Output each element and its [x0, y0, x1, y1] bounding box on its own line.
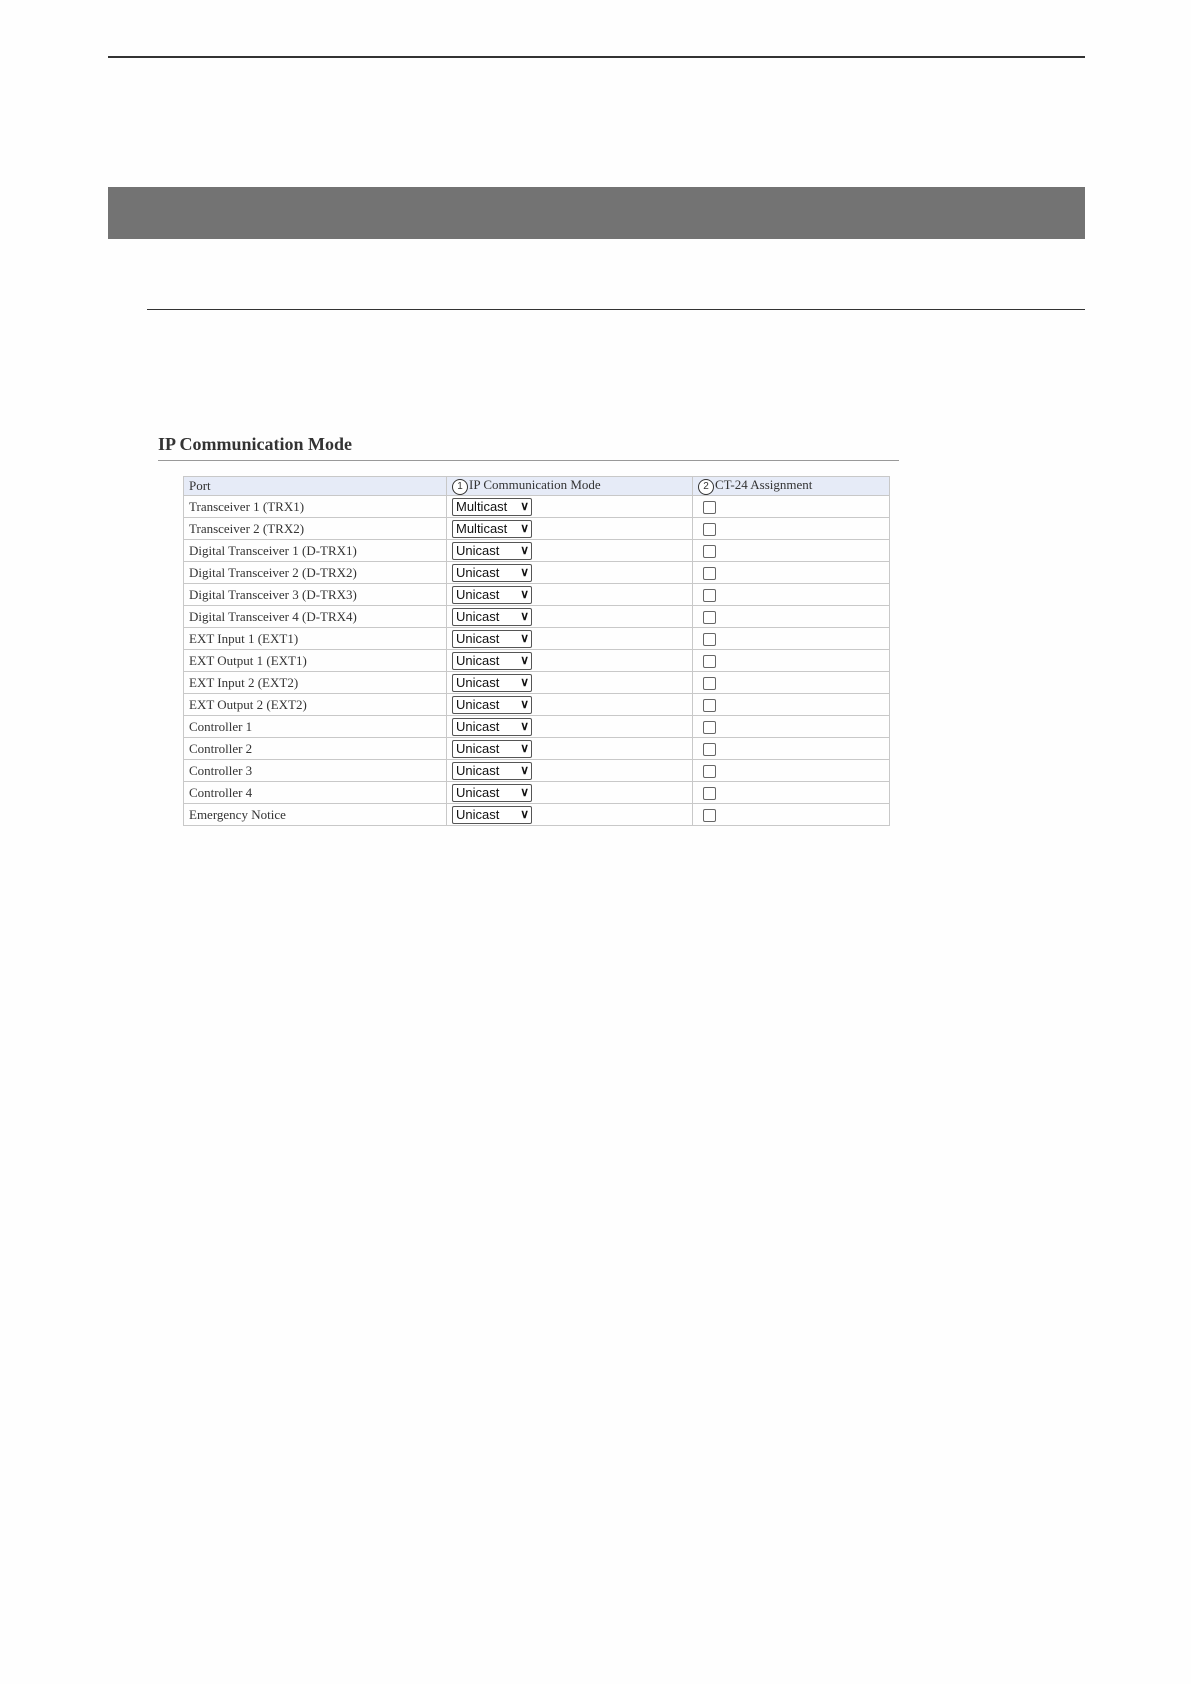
ip-mode-select[interactable]: [452, 630, 532, 648]
ct24-assignment-cell: [693, 540, 890, 562]
ct24-assignment-checkbox[interactable]: [703, 501, 716, 514]
chevron-down-icon: ∨: [520, 784, 529, 799]
ip-mode-cell: [447, 496, 693, 518]
ct24-assignment-cell: [693, 628, 890, 650]
port-name-cell: Transceiver 1 (TRX1): [184, 496, 447, 518]
table-row: [184, 584, 890, 606]
column-header-ct24-assignment: [693, 477, 890, 496]
ct24-assignment-cell: [693, 672, 890, 694]
ip-mode-select[interactable]: [452, 608, 532, 626]
table-row: [184, 804, 890, 826]
chevron-down-icon: ∨: [520, 762, 529, 777]
ct24-assignment-checkbox[interactable]: [703, 633, 716, 646]
ct24-assignment-cell: [693, 584, 890, 606]
ip-mode-select-value: Unicast: [456, 564, 500, 580]
section-divider: [147, 309, 1085, 310]
chevron-down-icon: ∨: [520, 674, 529, 689]
table-row: [184, 628, 890, 650]
ct24-assignment-cell: [693, 496, 890, 518]
ct24-assignment-cell: [693, 782, 890, 804]
table-row: [184, 672, 890, 694]
ip-mode-cell: [447, 804, 693, 826]
table-row: [184, 782, 890, 804]
chevron-down-icon: ∨: [520, 586, 529, 601]
port-name-cell: Controller 1: [184, 716, 447, 738]
port-name-cell: Digital Transceiver 2 (D-TRX2): [184, 562, 447, 584]
ip-mode-cell: [447, 628, 693, 650]
port-name-cell: Emergency Notice: [184, 804, 447, 826]
ip-mode-cell: [447, 738, 693, 760]
ip-mode-select-value: Unicast: [456, 674, 500, 690]
ip-mode-select-value: Unicast: [456, 608, 500, 624]
chevron-down-icon: ∨: [520, 498, 529, 513]
ip-mode-select[interactable]: [452, 498, 532, 516]
port-name-cell: Digital Transceiver 4 (D-TRX4): [184, 606, 447, 628]
section-header-bar: [108, 187, 1085, 239]
chevron-down-icon: ∨: [520, 740, 529, 755]
port-name-cell: Controller 2: [184, 738, 447, 760]
ct24-assignment-checkbox[interactable]: [703, 743, 716, 756]
ip-mode-select[interactable]: [452, 564, 532, 582]
table-row: [184, 540, 890, 562]
ip-mode-select-value: Unicast: [456, 740, 500, 756]
panel-title-underline: [158, 460, 899, 461]
ct24-assignment-checkbox[interactable]: [703, 655, 716, 668]
ip-mode-select[interactable]: [452, 652, 532, 670]
port-name-cell: Controller 3: [184, 760, 447, 782]
ip-mode-select-value: Unicast: [456, 586, 500, 602]
port-name-cell: Digital Transceiver 3 (D-TRX3): [184, 584, 447, 606]
chevron-down-icon: ∨: [520, 806, 529, 821]
ct24-assignment-checkbox[interactable]: [703, 611, 716, 624]
ip-mode-cell: [447, 694, 693, 716]
ct24-assignment-cell: [693, 694, 890, 716]
table-row: [184, 716, 890, 738]
column-header-ct24-assignment-label: CT-24 Assignment: [715, 477, 813, 493]
port-name-cell: Controller 4: [184, 782, 447, 804]
ct24-assignment-cell: [693, 738, 890, 760]
ip-mode-cell: [447, 518, 693, 540]
ct24-assignment-checkbox[interactable]: [703, 721, 716, 734]
ct24-assignment-checkbox[interactable]: [703, 765, 716, 778]
ip-mode-select[interactable]: [452, 520, 532, 538]
ip-mode-cell: [447, 650, 693, 672]
ct24-assignment-cell: [693, 760, 890, 782]
port-name-cell: Digital Transceiver 1 (D-TRX1): [184, 540, 447, 562]
ip-mode-cell: [447, 760, 693, 782]
chevron-down-icon: ∨: [520, 696, 529, 711]
ip-mode-cell: [447, 584, 693, 606]
table-row: [184, 738, 890, 760]
table-row: [184, 496, 890, 518]
ip-mode-select-value: Unicast: [456, 630, 500, 646]
port-name-cell: EXT Input 2 (EXT2): [184, 672, 447, 694]
column-header-ip-mode: [447, 477, 693, 496]
ip-mode-select-value: Unicast: [456, 806, 500, 822]
ct24-assignment-checkbox[interactable]: [703, 589, 716, 602]
ip-mode-cell: [447, 562, 693, 584]
ip-mode-select[interactable]: [452, 806, 532, 824]
port-name-cell: EXT Output 2 (EXT2): [184, 694, 447, 716]
chevron-down-icon: ∨: [520, 520, 529, 535]
chevron-down-icon: ∨: [520, 718, 529, 733]
ct24-assignment-cell: [693, 804, 890, 826]
ip-mode-select[interactable]: [452, 696, 532, 714]
ct24-assignment-cell: [693, 716, 890, 738]
table-row: [184, 562, 890, 584]
ip-mode-select-value: Unicast: [456, 718, 500, 734]
port-name-cell: Transceiver 2 (TRX2): [184, 518, 447, 540]
ct24-assignment-checkbox[interactable]: [703, 523, 716, 536]
table-header-row: [184, 477, 890, 496]
ct24-assignment-checkbox[interactable]: [703, 545, 716, 558]
column-header-port: Port: [184, 477, 447, 496]
ip-mode-select[interactable]: [452, 542, 532, 560]
ct24-assignment-checkbox[interactable]: [703, 567, 716, 580]
port-name-cell: EXT Input 1 (EXT1): [184, 628, 447, 650]
ip-mode-cell: [447, 782, 693, 804]
ip-mode-cell: [447, 716, 693, 738]
table-row: [184, 518, 890, 540]
top-divider: [108, 56, 1085, 58]
table-row: [184, 606, 890, 628]
callout-number-2: 2: [698, 479, 714, 495]
ip-mode-cell: [447, 606, 693, 628]
chevron-down-icon: ∨: [520, 608, 529, 623]
ip-mode-select-value: Multicast: [456, 520, 508, 536]
ct24-assignment-cell: [693, 562, 890, 584]
ct24-assignment-checkbox[interactable]: [703, 809, 716, 822]
ip-mode-cell: [447, 672, 693, 694]
ip-mode-select-value: Unicast: [456, 784, 500, 800]
ip-mode-select-value: Unicast: [456, 542, 500, 558]
ip-mode-cell: [447, 540, 693, 562]
ct24-assignment-checkbox[interactable]: [703, 787, 716, 800]
table-row: [184, 650, 890, 672]
ip-mode-select-value: Unicast: [456, 652, 500, 668]
ip-mode-select[interactable]: [452, 740, 532, 758]
ip-mode-select-value: Multicast: [456, 498, 508, 514]
callout-number-1: 1: [452, 479, 468, 495]
table-row: [184, 694, 890, 716]
ct24-assignment-cell: [693, 650, 890, 672]
ip-mode-select[interactable]: [452, 718, 532, 736]
ip-mode-select[interactable]: [452, 784, 532, 802]
column-header-ip-mode-label: IP Communication Mode: [469, 477, 601, 493]
ct24-assignment-checkbox[interactable]: [703, 699, 716, 712]
port-name-cell: EXT Output 1 (EXT1): [184, 650, 447, 672]
ip-mode-select-value: Unicast: [456, 696, 500, 712]
chevron-down-icon: ∨: [520, 564, 529, 579]
ip-mode-select[interactable]: [452, 762, 532, 780]
ip-mode-select[interactable]: [452, 586, 532, 604]
ct24-assignment-cell: [693, 606, 890, 628]
ip-mode-select[interactable]: [452, 674, 532, 692]
panel-title: IP Communication Mode: [158, 434, 353, 454]
table-row: [184, 760, 890, 782]
chevron-down-icon: ∨: [520, 542, 529, 557]
chevron-down-icon: ∨: [520, 630, 529, 645]
ct24-assignment-checkbox[interactable]: [703, 677, 716, 690]
ct24-assignment-cell: [693, 518, 890, 540]
ip-mode-select-value: Unicast: [456, 762, 500, 778]
chevron-down-icon: ∨: [520, 652, 529, 667]
ip-communication-mode-table: [183, 476, 890, 826]
